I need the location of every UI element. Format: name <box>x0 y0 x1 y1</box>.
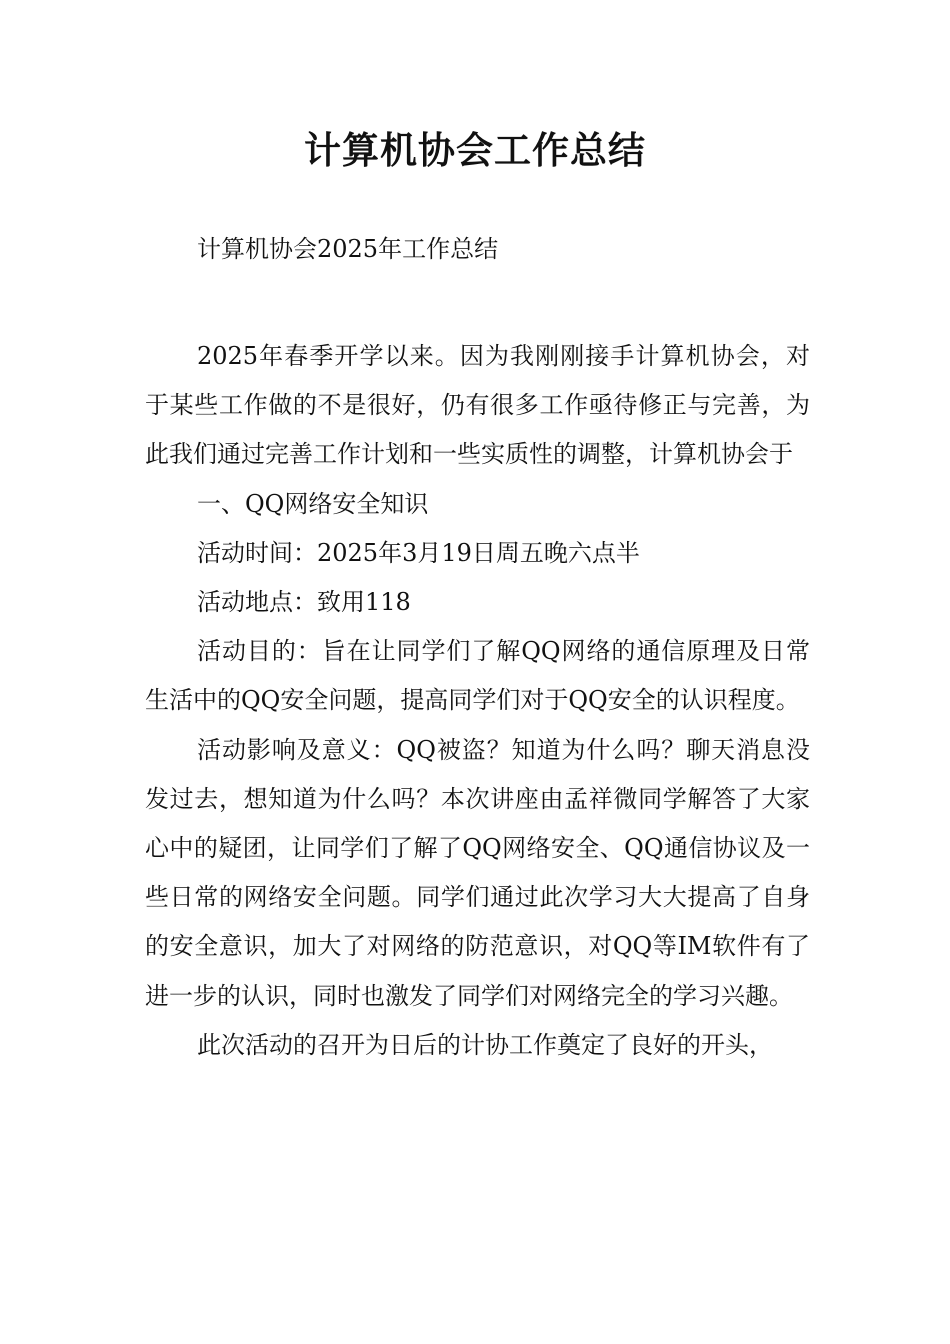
activity-impact: 活动影响及意义：QQ被盗？知道为什么吗？聊天消息没发过去，想知道为什么吗？本次讲座由孟祥微同学解答了大家心中的疑团，让同学们了解了QQ网络安全、QQ通信协议及一些日常的网络安全问题。同学们通过此次学习大大提高了自身的安全意识，加大了对网络的防范意识，对QQ等IM软件有了进一步的认识，同时也激发了同学们对网络完全的学习兴趣。 <box>145 735 810 1010</box>
paragraph-intro: 2025年春季开学以来。因为我刚刚接手计算机协会，对于某些工作做的不是很好，仍有很多工作亟待修正与完善，为此我们通过完善工作计划和一些实质性的调整，计算机协会于 <box>145 342 810 469</box>
activity-time: 活动时间：2025年3月19日周五晚六点半 <box>197 538 640 567</box>
activity-purpose: 活动目的：旨在让同学们了解QQ网络的通信原理及日常生活中的QQ安全问题，提高同学们对于QQ安全的认识程度。 <box>145 637 810 715</box>
document-body <box>145 332 810 1070</box>
activity-location: 活动地点：致用118 <box>197 588 411 617</box>
document-subtitle: 计算机协会2025年工作总结 <box>197 235 499 263</box>
paragraph-conclusion: 此次活动的召开为日后的计协工作奠定了良好的开头， <box>197 1030 773 1059</box>
document-title: 计算机协会工作总结 <box>304 129 646 172</box>
section-heading-qq-security: 一、QQ网络安全知识 <box>197 489 429 518</box>
